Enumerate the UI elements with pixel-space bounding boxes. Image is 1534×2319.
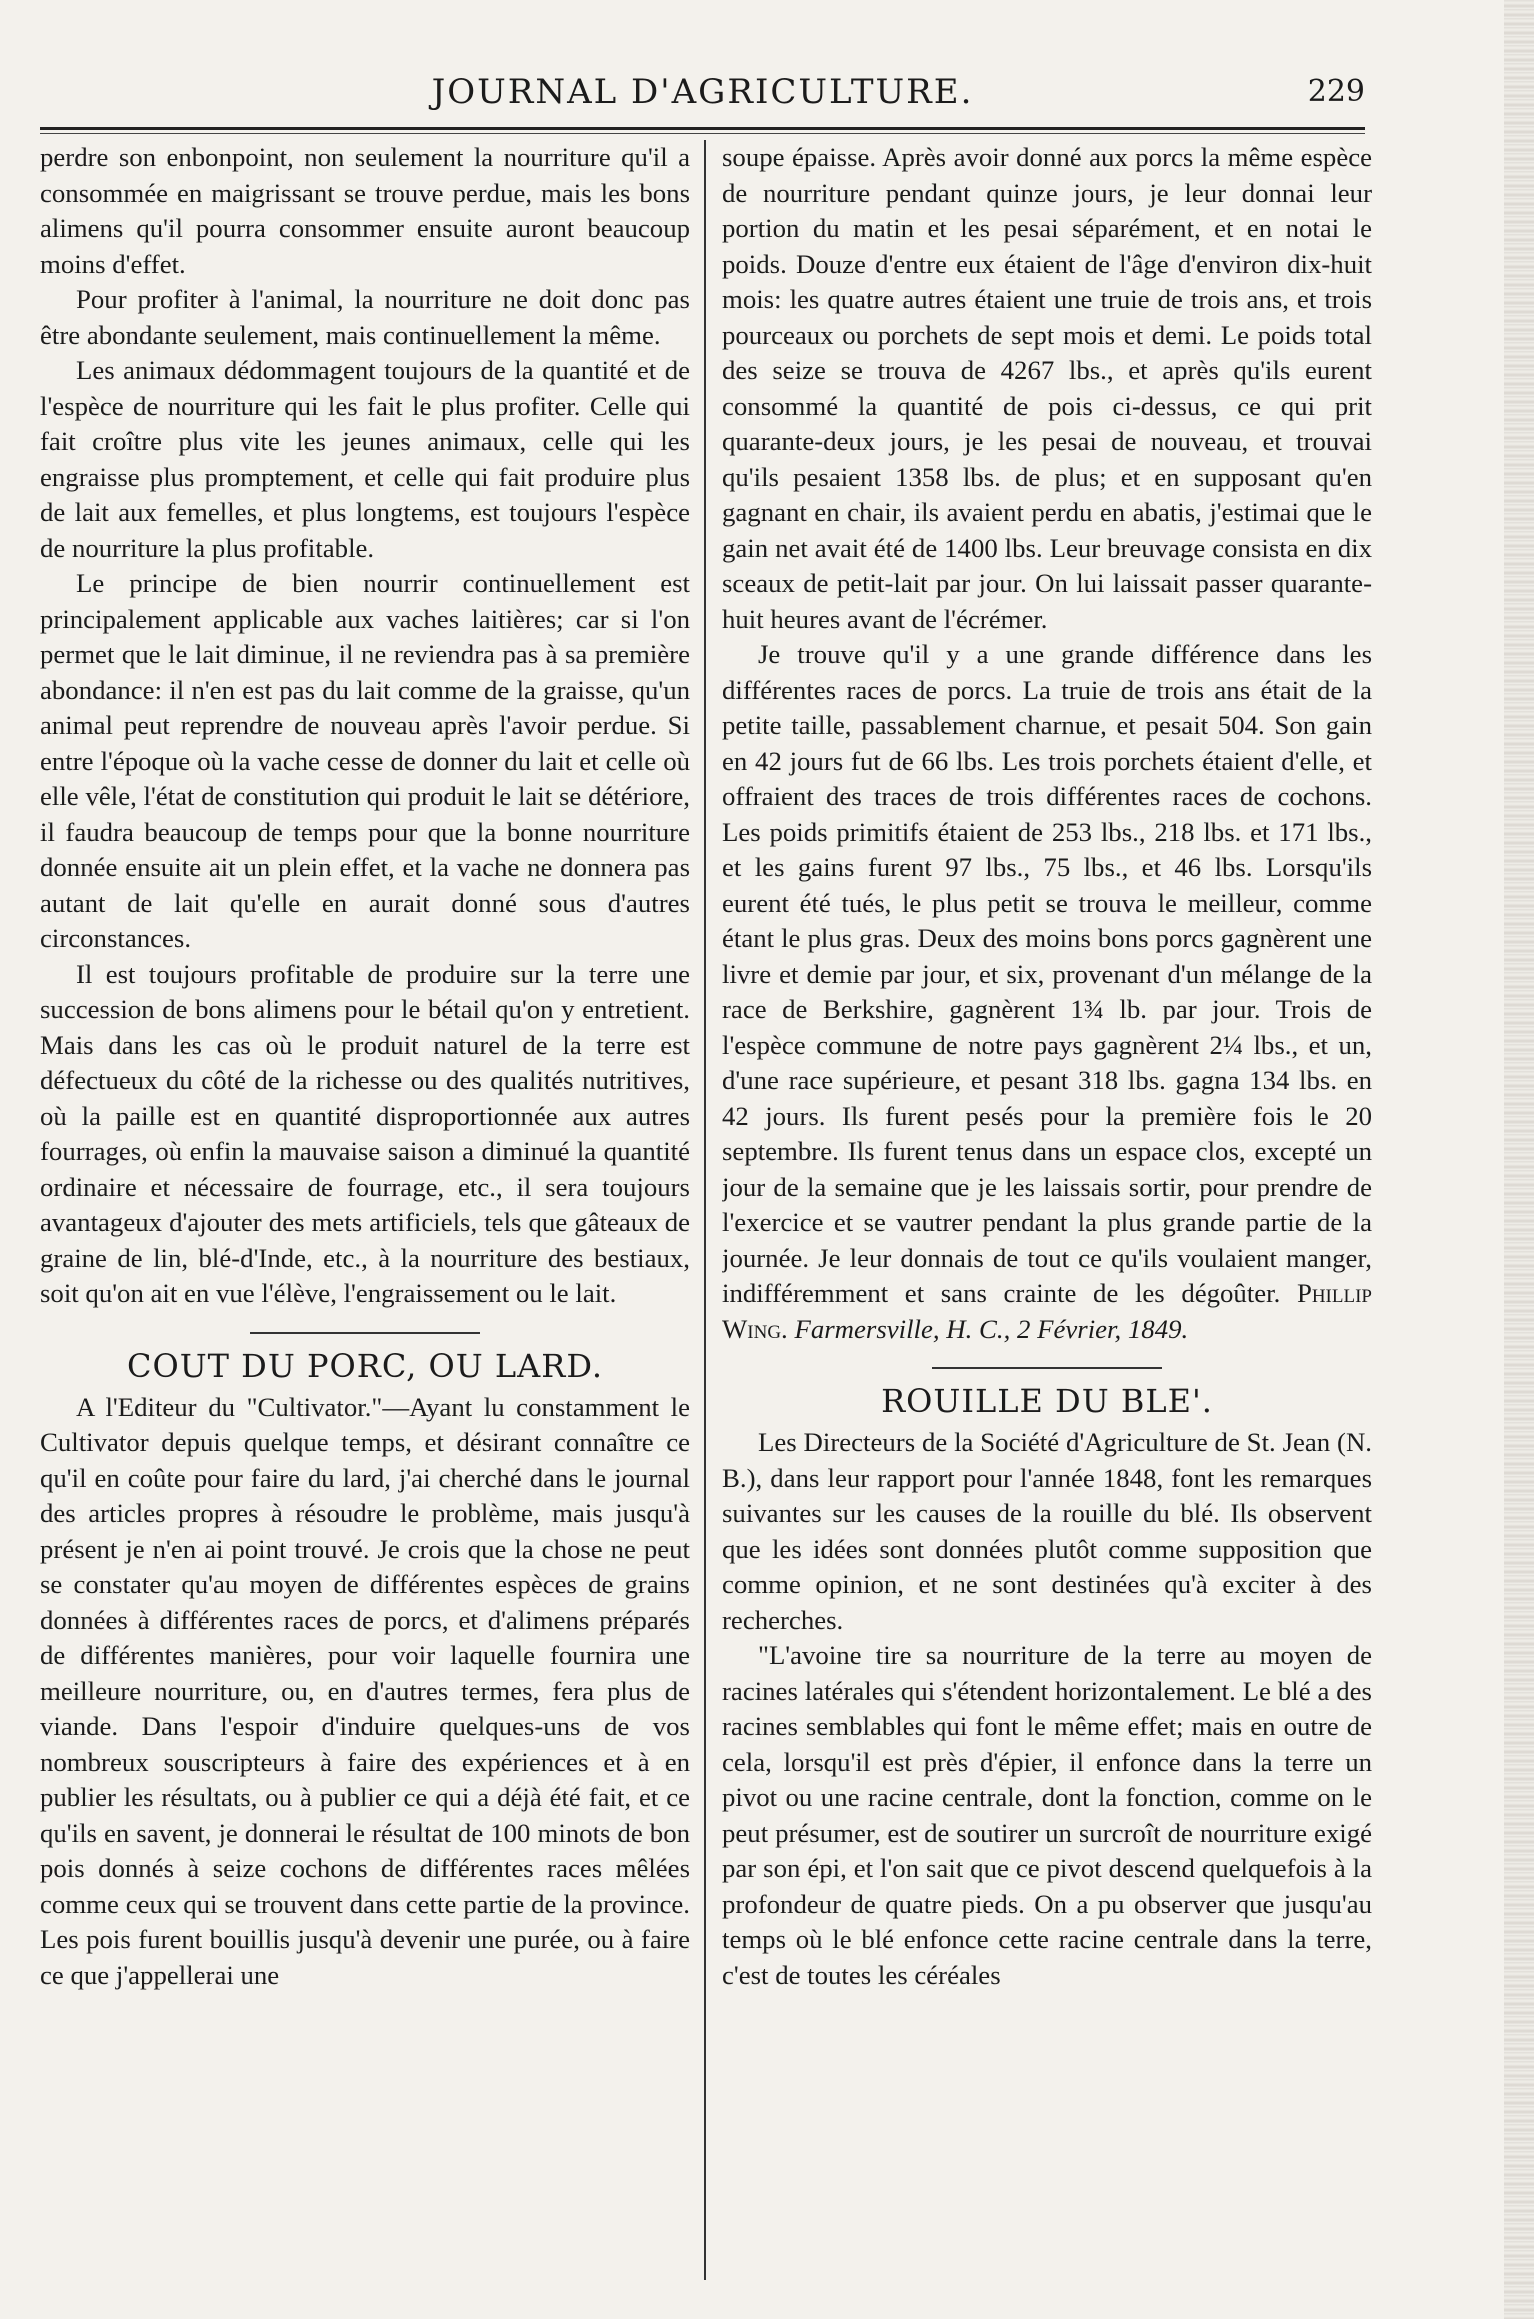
section-divider bbox=[250, 1332, 480, 1334]
section-divider bbox=[932, 1367, 1162, 1369]
section-title-rouille-du-ble: ROUILLE DU BLE'. bbox=[881, 1382, 1213, 1420]
paragraph: Les animaux dédommagent toujours de la quantité et de l'espèce de nourriture qui les fait le plus profiter. Celle qui fait croître plus vite les jeunes animaux, celle qui les engraisse plus promptement, et celle qui fait produire plus de lait aux femelles, et plus longtems, est toujours l'espèce de nourriture la plus profitable. bbox=[40, 355, 690, 563]
running-title: JOURNAL D'AGRICULTURE. bbox=[431, 72, 974, 112]
scan-edge bbox=[1504, 0, 1534, 2319]
paragraph: perdre son enbonpoint, non seulement la nourriture qu'il a consommée en maigrissant se trouve perdue, mais les bons alimens qu'il pourra consommer ensuite auront beaucoup moins d'effet. bbox=[40, 142, 690, 279]
right-column bbox=[722, 140, 1372, 2290]
header-rule-thin bbox=[40, 133, 1365, 134]
paragraph: Les Directeurs de la Société d'Agriculture de St. Jean (N. B.), dans leur rapport pour l'année 1848, font les remarques suivantes sur les causes de la rouille du blé. Ils observent que les idées sont données plutôt comme supposition que comme opinion, et ne sont destinées qu'à exciter à des recherches. bbox=[722, 1427, 1372, 1635]
paragraph: "L'avoine tire sa nourriture de la terre au moyen de racines latérales qui s'étendent horizontalement. Le blé a des racines semblables qui font le même effet; mais en outre de cela, lorsqu'il est près d'épier, il enfonce dans la terre un pivot ou une racine centrale, dont la fonction, comme on le peut présumer, est de soutirer un surcroît de nourriture exigé par son épi, et l'on sait que ce pivot descend quelquefois à la profondeur de quatre pieds. On a pu observer que jusqu'au temps où le blé enfonce cette racine centrale dans la terre, c'est de toutes les céréales bbox=[722, 1640, 1372, 1990]
paragraph: Pour profiter à l'animal, la nourriture ne doit donc pas être abondante seulement, mais continuellement la même. bbox=[40, 284, 690, 350]
column-divider bbox=[704, 140, 706, 2280]
signature-place: Farmersville, H. C., bbox=[794, 1313, 1011, 1344]
page-header bbox=[40, 72, 1365, 122]
section-title-cout-du-porc: COUT DU PORC, OU LARD. bbox=[126, 1346, 604, 1385]
paragraph bbox=[722, 637, 1372, 1347]
page-number: 229 bbox=[1307, 74, 1365, 109]
left-column bbox=[40, 140, 690, 2290]
paragraph: Il est toujours profitable de produire sur la terre une succession de bons alimens pour le bétail qu'on y entretient. Mais dans les cas où le produit naturel de la terre est défectueux du côté de la richesse ou des qualités nutritives, où la paille est en quantité disproportionnée aux autres fourrages, où enfin la mauvaise saison a diminué la quantité ordinaire et nécessaire de fourrage, etc., il sera toujours avantageux d'ajouter des mets artificiels, tels que gâteaux de graine de lin, blé-d'Inde, etc., à la nourriture des bestiaux, soit qu'on ait en vue l'élève, l'engraissement ou le lait. bbox=[40, 958, 690, 1308]
paragraph: soupe épaisse. Après avoir donné aux porcs la même espèce de nourriture pendant quinze jours, je leur donnai leur portion du matin et les pesai séparément, et en notai le poids. Douze d'entre eux étaient de l'âge d'environ dix-huit mois: les quatre autres étaient une truie de trois ans, et trois pourceaux ou porchets de sept mois et demi. Le poids total des seize se trouva de 4267 lbs., et après qu'ils eurent consommé la quantité de pois ci-dessus, ce qui prit quarante-deux jours, je les pesai de nouveau, et trouvai qu'ils pesaient 1358 lbs. de plus; et en supposant qu'en gagnant en chair, ils avaient perdu en abatis, j'estimai que le gain net avait été de 1400 lbs. Leur breuvage consista en dix sceaux de petit-lait par jour. On lui laissait passer quarante-huit heures avant de l'écrémer. bbox=[722, 142, 1372, 634]
signature-name: Phillip Wing. bbox=[722, 1278, 1372, 1344]
paragraph-text: Je trouve qu'il y a une grande différence dans les différentes races de porcs. La truie de trois ans était de la petite taille, passablement charnue, et pesait 504. Son gain en 42 jours fut de 66 lbs. Les trois porchets étaient d'elle, et offraient des traces de trois différentes races de cochons. Les poids primitifs étaient de 253 lbs., 218 lbs. et 171 lbs., et les gains furent 97 lbs., 75 lbs., et 46 lbs. Lorsqu'ils eurent été tués, le plus petit se trouva le meilleur, comme étant le plus gras. Deux des moins bons porcs gagnèrent une livre et demie par jour, et six, provenant d'un mélange de la race de Berkshire, gagnèrent 1¾ lb. par jour. Trois de l'espèce commune de notre pays gagnèrent 2¼ lbs., et un, d'une race supérieure, et pesant 318 lbs. gagna 134 lbs. en 42 jours. Ils furent pesés pour la première fois le 20 septembre. Ils furent tenus dans un espace clos, excepté un jour de la semaine que je les laissais sortir, pour prendre de l'exercice et se vautrer pendant la plus grande partie de la journée. Je leur donnais de tout ce qu'ils voulaient manger, indifféremment et sans crainte de les dégoûter. bbox=[722, 639, 1372, 1308]
paragraph: Le principe de bien nourrir continuellement est principalement applicable aux vaches laitières; car si l'on permet que le lait diminue, il ne reviendra pas à sa première abondance: il n'en est pas du lait comme de la graisse, qu'un animal peut reprendre de nouveau après l'avoir perdue. Si entre l'époque où la vache cesse de donner du lait et celle où elle vêle, l'état de constitution qui produit le lait se détériore, il faudra beaucoup de temps pour que la bonne nourriture donnée ensuite ait un plein effet, et la vache ne donnera pas autant de lait qu'elle en aurait donné sous d'autres circonstances. bbox=[40, 568, 690, 953]
header-rule bbox=[40, 127, 1365, 130]
signature-date: 2 Février, 1849. bbox=[1017, 1313, 1189, 1344]
paragraph: A l'Editeur du "Cultivator."—Ayant lu constamment le Cultivator depuis quelque temps, et désirant connaître ce qu'il en coûte pour faire du lard, j'ai cherché dans le journal des articles propres à résoudre le problème, mais jusqu'à présent je n'en ai point trouvé. Je crois que la chose ne peut se constater qu'au moyen de différentes espèces de grains données à différentes races de porcs, et d'alimens préparés de différentes manières, pour voir laquelle fournira une meilleure nourriture, ou, en d'autres termes, fera plus de viande. Dans l'espoir d'induire quelques-uns de vos nombreux souscripteurs à faire des expériences et à en publier les résultats, ou à publier ce qui a déjà été fait, et ce qu'ils en savent, je donnerai le résultat de 100 minots de bon pois donnés à seize cochons de différentes races mêlées comme ceux qui se trouvent dans cette partie de la province. Les pois furent bouillis jusqu'à devenir une purée, ou à faire ce que j'appellerai une bbox=[40, 1391, 690, 1990]
